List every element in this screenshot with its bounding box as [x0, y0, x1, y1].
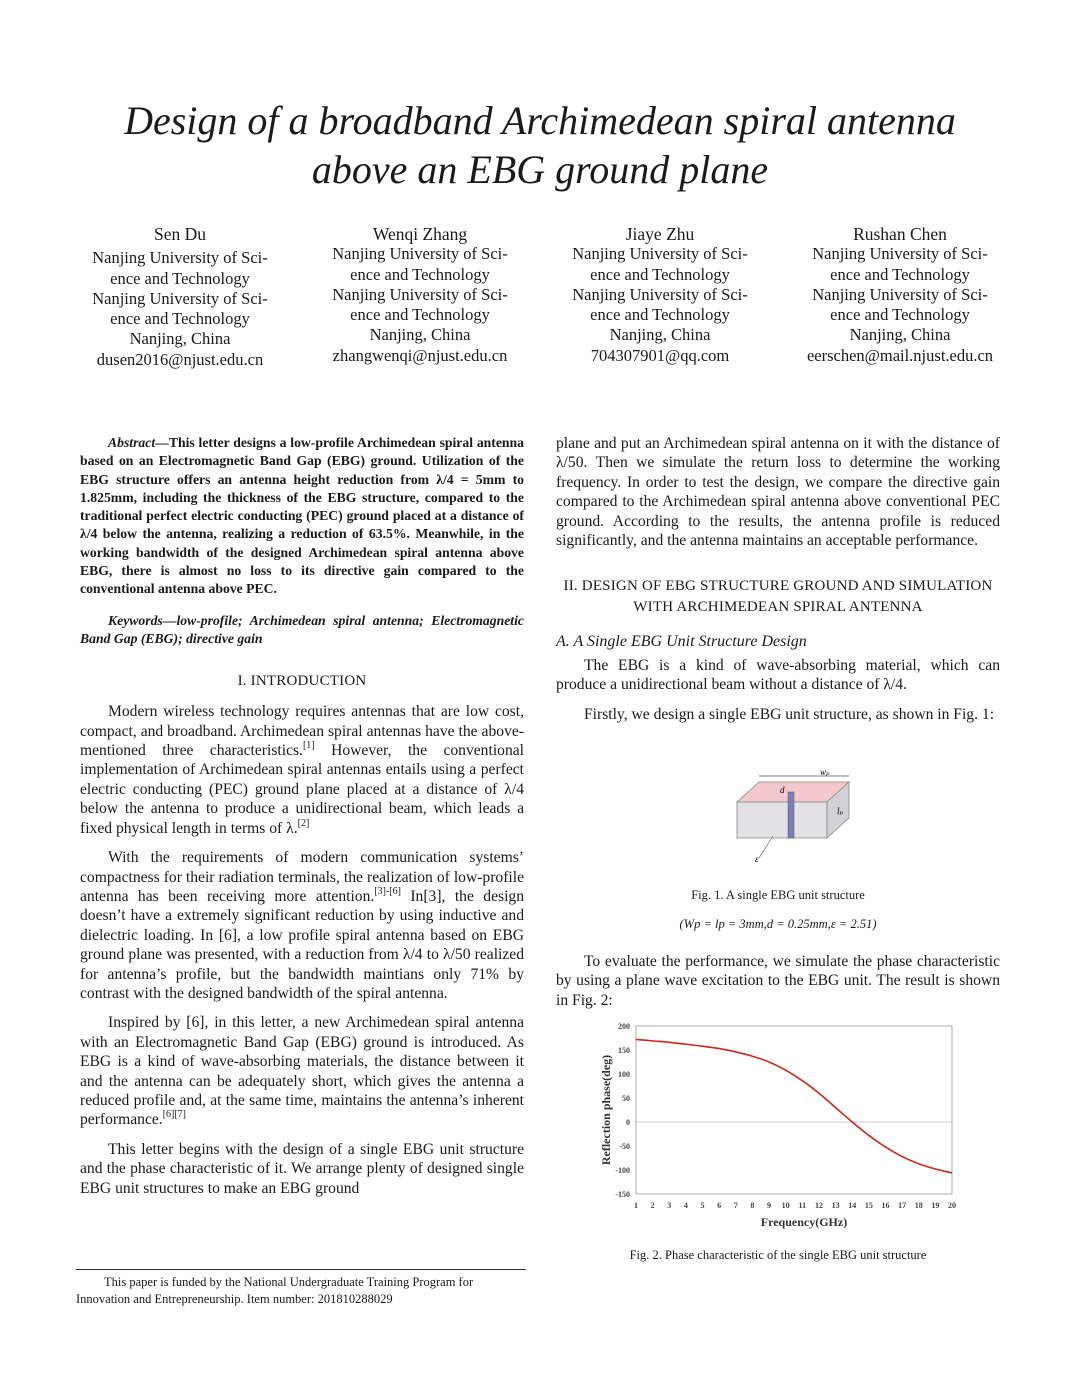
chart-x-tick-label: 7 — [733, 1201, 738, 1210]
footnote-text: This paper is funded by the National Undergraduate Training Program for Innovation and Entrepreneurship. Item number: 201810288029 — [76, 1275, 474, 1306]
chart-x-tick-label: 3 — [667, 1201, 672, 1210]
author-affiliation: Nanjing University of Sci- — [572, 244, 748, 264]
author-affiliation: Nanjing University of Sci- — [92, 248, 268, 268]
chart-x-tick-label: 10 — [781, 1201, 790, 1210]
fig2-phase-chart — [594, 1018, 964, 1233]
author-block-2 — [305, 224, 535, 366]
chart-y-tick-label: 100 — [618, 1070, 630, 1079]
chart-x-tick-label: 8 — [750, 1201, 755, 1210]
chart-y-tick-label: -50 — [619, 1142, 630, 1151]
chart-x-tick-label: 17 — [898, 1201, 907, 1210]
author-block-1 — [65, 224, 295, 370]
chart-plot-area — [636, 1026, 952, 1194]
fig2-caption: Fig. 2. Phase characteristic of the single EBG unit structure — [629, 1248, 927, 1262]
chart-y-axis-label: Reflection phase(deg) — [599, 1054, 613, 1166]
author-affiliation: Nanjing University of Sci- — [572, 284, 748, 304]
author-affiliation: Nanjing University of Sci- — [812, 244, 988, 264]
chart-x-tick-label: 6 — [717, 1201, 722, 1210]
chart-x-tick-label: 16 — [881, 1201, 890, 1210]
right-column — [556, 434, 1000, 724]
fig1-leader-line — [759, 836, 773, 858]
footnote-rule — [76, 1269, 526, 1270]
author-affiliation: ence and Technology — [110, 268, 250, 288]
paper-title — [60, 96, 1020, 194]
section-heading-2 — [556, 576, 1000, 618]
intro-paragraph-1 — [80, 702, 524, 838]
fig1-label-d: d — [780, 785, 785, 795]
author-name: Jiaye Zhu — [625, 224, 695, 244]
author-email: eerschen@mail.njust.edu.cn — [806, 345, 994, 365]
chart-x-axis-label: Frequency(GHz) — [760, 1215, 848, 1229]
chart-y-tick-label: 150 — [618, 1046, 630, 1055]
chart-y-tick-label: -100 — [615, 1166, 630, 1175]
author-city: Nanjing, China — [609, 325, 711, 345]
title-line-1: Design of a broadband Archimedean spiral antenna — [124, 98, 956, 143]
author-affiliation: ence and Technology — [830, 305, 970, 325]
chart-x-tick-label: 18 — [914, 1201, 923, 1210]
author-affiliation: ence and Technology — [350, 264, 490, 284]
right-column-lower — [556, 952, 1000, 1010]
text-run: Inspired by [6], in this letter, a new Archimedean spiral antenna with an Electromagnetic Band Gap (EBG) ground is introduced. As EBG is a kind of wave-absorbing materials, the distance between it and the antenna can be adequately short, which gives the antenna a reduced profile and, at the same time, maintains the antenna’s inherent performance. — [80, 1014, 524, 1129]
chart-x-tick-label: 20 — [948, 1201, 956, 1210]
author-affiliation: Nanjing University of Sci- — [92, 288, 268, 308]
chart-y-tick-label: 200 — [618, 1022, 630, 1031]
abstract — [80, 434, 524, 599]
chart-x-tick-label: 1 — [634, 1201, 638, 1210]
chart-series-line — [636, 1039, 952, 1172]
citation: [1] — [302, 740, 315, 752]
author-affiliation: ence and Technology — [590, 264, 730, 284]
chart-y-tick-label: 50 — [622, 1094, 630, 1103]
chart-x-tick-label: 14 — [848, 1201, 857, 1210]
footnote — [76, 1274, 526, 1308]
chart-y-tick-label: 0 — [626, 1118, 630, 1127]
author-affiliation: Nanjing University of Sci- — [332, 284, 508, 304]
chart-y-tick-label: -150 — [615, 1190, 630, 1199]
author-affiliation: ence and Technology — [830, 264, 970, 284]
right-paragraph-3: Firstly, we design a single EBG unit structure, as shown in Fig. 1: — [584, 705, 995, 723]
author-city: Nanjing, China — [129, 329, 231, 349]
right-paragraph-2: The EBG is a kind of wave-absorbing material, which can produce a unidirectional beam without a distance of λ/4. — [556, 656, 1000, 694]
keywords: Keywords—low-profile; Archimedean spiral antenna; Electromagnetic Band Gap (EBG); directive gain — [80, 612, 524, 646]
author-affiliation: Nanjing University of Sci- — [332, 244, 508, 264]
author-city: Nanjing, China — [369, 325, 471, 345]
fig1-label-l: lₚ — [837, 806, 844, 816]
author-affiliation: ence and Technology — [350, 305, 490, 325]
chart-x-tick-label: 12 — [814, 1201, 823, 1210]
section-heading-introduction: I. INTRODUCTION — [237, 673, 367, 690]
section-heading-2-line1: II. DESIGN OF EBG STRUCTURE GROUND AND SIMULATION — [563, 578, 993, 595]
author-name: Wenqi Zhang — [372, 224, 468, 244]
fig1-label-w: wₚ — [820, 770, 830, 777]
author-affiliation: Nanjing University of Sci- — [812, 284, 988, 304]
right-paragraph-1: plane and put an Archimedean spiral antenna on it with the distance of λ/50. Then we simulate the return loss to determine the working frequency. In order to test the design, we compare the directive gain compared to the Archimedean spiral antenna above conventional PEC ground. According to the results, the antenna profile is reduced significantly, and the antenna maintains an acceptable performance. — [556, 435, 1000, 550]
abstract-lead: Abstract— — [108, 435, 169, 450]
chart-x-tick-label: 4 — [683, 1201, 688, 1210]
author-city: Nanjing, China — [849, 325, 951, 345]
fig1-ebg-unit-diagram — [725, 770, 865, 870]
section-heading-2-line2: WITH ARCHIMEDEAN SPIRAL ANTENNA — [633, 599, 923, 616]
citation: [6][7] — [162, 1109, 187, 1121]
chart-x-tick-label: 19 — [931, 1201, 940, 1210]
left-column — [80, 434, 524, 1198]
title-line-2: above an EBG ground plane — [311, 147, 769, 192]
abstract-body: This letter designs a low-profile Archimedean spiral antenna based on an Electromagnetic Band Gap (EBG) ground. Utilization of the EBG structure offers an antenna height reduction from λ/4 = 5mm to 1.825mm, including the thickness of the EBG structure, compared to the traditional perfect electric conducting (PEC) ground placed at a distance of λ/4 below the antenna, realizing a reduction of 63.5%. Meanwhile, in the working bandwidth of the designed Archimedean spiral antenna above EBG, there is almost no loss to its directive gain compared to the conventional antenna above PEC. — [80, 435, 524, 597]
text-run: Modern wireless technology requires antennas that are low cost, compact, and broadband. Archimedean spiral antennas have the above-mentioned three characteristics. — [80, 703, 524, 760]
right-paragraph-4: To evaluate the performance, we simulate the phase characteristic by using a plane wave excitation to the EBG unit. The result is shown in Fig. 2: — [556, 953, 1000, 1009]
chart-x-tick-label: 13 — [831, 1201, 840, 1210]
citation: [2] — [297, 817, 310, 829]
intro-paragraph-2 — [80, 848, 524, 1003]
chart-x-tick-label: 9 — [767, 1201, 772, 1210]
citation: [3]-[6] — [374, 885, 401, 897]
chart-x-tick-label: 2 — [650, 1201, 655, 1210]
fig1-via — [788, 792, 794, 838]
fig1-parameters: (Wp = lp = 3mm,d = 0.25mm,ε = 2.51) — [679, 917, 877, 931]
author-name: Rushan Chen — [853, 224, 947, 244]
fig1-label-eps: ε — [755, 854, 759, 864]
intro-paragraph-3 — [80, 1013, 524, 1129]
text-run: In[3], the design doesn’t have a extremely significant reduction by using inductive and dielectric loading. In [6], a low profile spiral antenna based on EBG ground plane was presented, with a reduction from λ/4 to λ/50 realized for antenna’s profile, but the bandwidth maintians only 71% by contrast with the designed bandwidth of the spiral antenna. — [80, 887, 525, 1002]
author-email: zhangwenqi@njust.edu.cn — [332, 345, 508, 365]
text-run: However, the conventional implementation of Archimedean spiral antennas entails using a perfect electric conducting (PEC) ground plane placed at a distance of λ/4 below the antenna to produce a unidirectional beam, which leads a fixed physical length in terms of λ. — [80, 742, 524, 837]
chart-x-tick-label: 15 — [864, 1201, 873, 1210]
author-affiliation: ence and Technology — [110, 309, 250, 329]
subsection-heading-a: A. A Single EBG Unit Structure Design — [556, 633, 807, 651]
fig1-caption: Fig. 1. A single EBG unit structure — [691, 888, 865, 902]
intro-paragraph-4: This letter begins with the design of a single EBG unit structure and the phase characteristic of it. We arrange plenty of designed single EBG unit structures to make an EBG ground — [80, 1140, 524, 1197]
author-email: 704307901@qq.com — [590, 345, 730, 365]
author-email: dusen2016@njust.edu.cn — [96, 349, 264, 369]
author-affiliation: ence and Technology — [590, 305, 730, 325]
chart-x-tick-label: 11 — [798, 1201, 807, 1210]
fig1-front-face — [737, 802, 827, 838]
author-block-3 — [545, 224, 775, 366]
chart-x-tick-label: 5 — [700, 1201, 705, 1210]
author-name: Sen Du — [153, 224, 206, 244]
text-run: With the requirements of modern communication systems’ compactness for their radiation terminals, the realization of low-profile antenna has been receiving more attention. — [80, 849, 524, 905]
author-block-4 — [785, 224, 1015, 366]
